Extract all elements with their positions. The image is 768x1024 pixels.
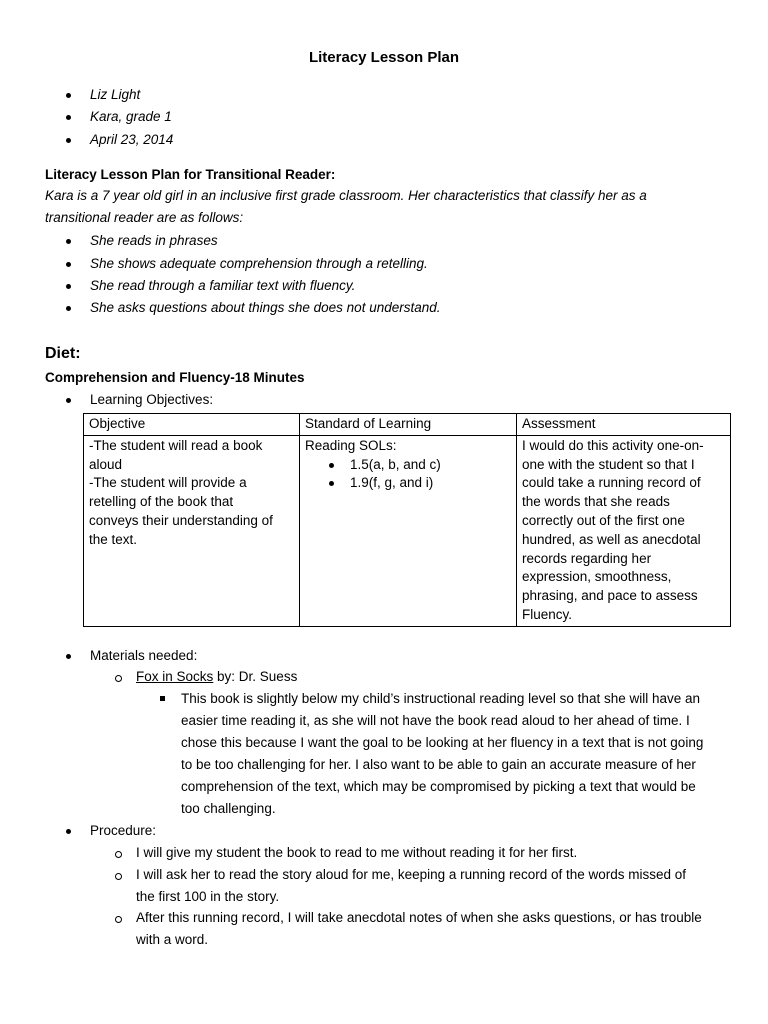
student-info: Kara, grade 1 <box>90 109 172 124</box>
procedure-step: After this running record, I will take anecdotal notes of when she asks questions, or has trouble <box>136 910 702 925</box>
lesson-date: April 23, 2014 <box>90 132 174 147</box>
bullet-icon <box>66 284 71 289</box>
intro-line-1: Kara is a 7 year old girl in an inclusive first grade classroom. Her characteristics that classify her as a <box>45 188 647 203</box>
procedure-step-cont: with a word. <box>136 932 209 947</box>
intro-line-2: transitional reader are as follows: <box>45 210 244 225</box>
circle-bullet-icon <box>115 851 122 858</box>
standard-label: Reading SOLs: <box>305 437 397 453</box>
sol-item <box>305 456 512 475</box>
assessment-line: the words that she reads <box>522 494 670 510</box>
assessment-line: I would do this activity one-on- <box>522 437 704 453</box>
objectives-table <box>83 413 731 627</box>
circle-bullet-icon <box>115 916 122 923</box>
bullet-icon <box>66 115 71 120</box>
assessment-line: could take a running record of <box>522 475 701 491</box>
bullet-icon <box>66 262 71 267</box>
circle-bullet-icon <box>115 675 122 682</box>
transitional-heading: Literacy Lesson Plan for Transitional Reader: <box>45 167 336 182</box>
assessment-line: Fluency. <box>522 606 573 622</box>
procedure-step-cont: the first 100 in the story. <box>136 889 280 904</box>
bullet-icon <box>329 481 334 486</box>
bullet-icon <box>66 138 71 143</box>
rationale-line: easier time reading it, as she will not have the book read aloud to her ahead of time. I <box>181 713 690 728</box>
assessment-line: correctly out of the first one <box>522 512 685 528</box>
rationale-line: to be too challenging for her. I also want to be able to gain an accurate measure of her <box>181 757 696 772</box>
table-header-objective: Objective <box>84 414 300 436</box>
trait-item: She shows adequate comprehension through a retelling. <box>90 256 428 271</box>
rationale-line: too challenging. <box>181 801 276 816</box>
objective-line: -The student will provide a <box>89 475 247 491</box>
objective-line: -The student will read a book <box>89 437 263 453</box>
objective-line: aloud <box>89 456 123 472</box>
materials-label: Materials needed: <box>90 648 198 663</box>
objective-cell <box>84 435 300 626</box>
objective-line: the text. <box>89 531 138 547</box>
trait-item: She reads in phrases <box>90 233 218 248</box>
assessment-cell <box>517 435 731 626</box>
trait-item: She read through a familiar text with fluency. <box>90 278 356 293</box>
book-author: by: Dr. Suess <box>213 669 298 684</box>
trait-item: She asks questions about things she does not understand. <box>90 300 441 315</box>
assessment-line: records regarding her <box>522 550 652 566</box>
rationale-line: This book is slightly below my child’s instructional reading level so that she will have an <box>181 691 701 706</box>
sol-item <box>305 474 512 493</box>
bullet-icon <box>66 398 71 403</box>
table-header-row <box>84 414 731 436</box>
author-name: Liz Light <box>90 87 141 102</box>
book-title: Fox in Socks <box>136 669 214 684</box>
diet-heading: Diet: <box>45 345 81 362</box>
bullet-icon <box>66 306 71 311</box>
procedure-label: Procedure: <box>90 823 157 838</box>
rationale-line: chose this because I want the goal to be looking at her fluency in a text that is not going <box>181 735 704 750</box>
assessment-line: hundred, as well as anecdotal <box>522 531 701 547</box>
sol-text: 1.9(f, g, and i) <box>350 475 434 491</box>
procedure-step: I will give my student the book to read to me without reading it for her first. <box>136 845 578 860</box>
circle-bullet-icon <box>115 873 122 880</box>
table-header-standard: Standard of Learning <box>300 414 517 436</box>
page-title: Literacy Lesson Plan <box>308 49 460 66</box>
procedure-step: I will ask her to read the story aloud for me, keeping a running record of the words missed of <box>136 867 687 882</box>
assessment-line: phrasing, and pace to assess <box>522 588 698 604</box>
standard-cell <box>300 435 517 626</box>
objective-line: conveys their understanding of <box>89 512 273 528</box>
section-heading: Comprehension and Fluency-18 Minutes <box>45 370 305 385</box>
bullet-icon <box>66 93 71 98</box>
square-bullet-icon <box>160 696 165 701</box>
bullet-icon <box>66 829 71 834</box>
table-row <box>84 435 731 626</box>
bullet-icon <box>329 463 334 468</box>
sol-text: 1.5(a, b, and c) <box>350 456 441 472</box>
assessment-line: one with the student so that I <box>522 456 695 472</box>
table-header-assessment: Assessment <box>517 414 731 436</box>
assessment-line: expression, smoothness, <box>522 569 672 585</box>
rationale-line: comprehension of the text, which may be compromised by picking a text that would be <box>181 779 696 794</box>
bullet-icon <box>66 239 71 244</box>
learning-objectives-label: Learning Objectives: <box>90 392 214 407</box>
book-reference <box>136 666 297 688</box>
bullet-icon <box>66 654 71 659</box>
objective-line: retelling of the book that <box>89 494 234 510</box>
